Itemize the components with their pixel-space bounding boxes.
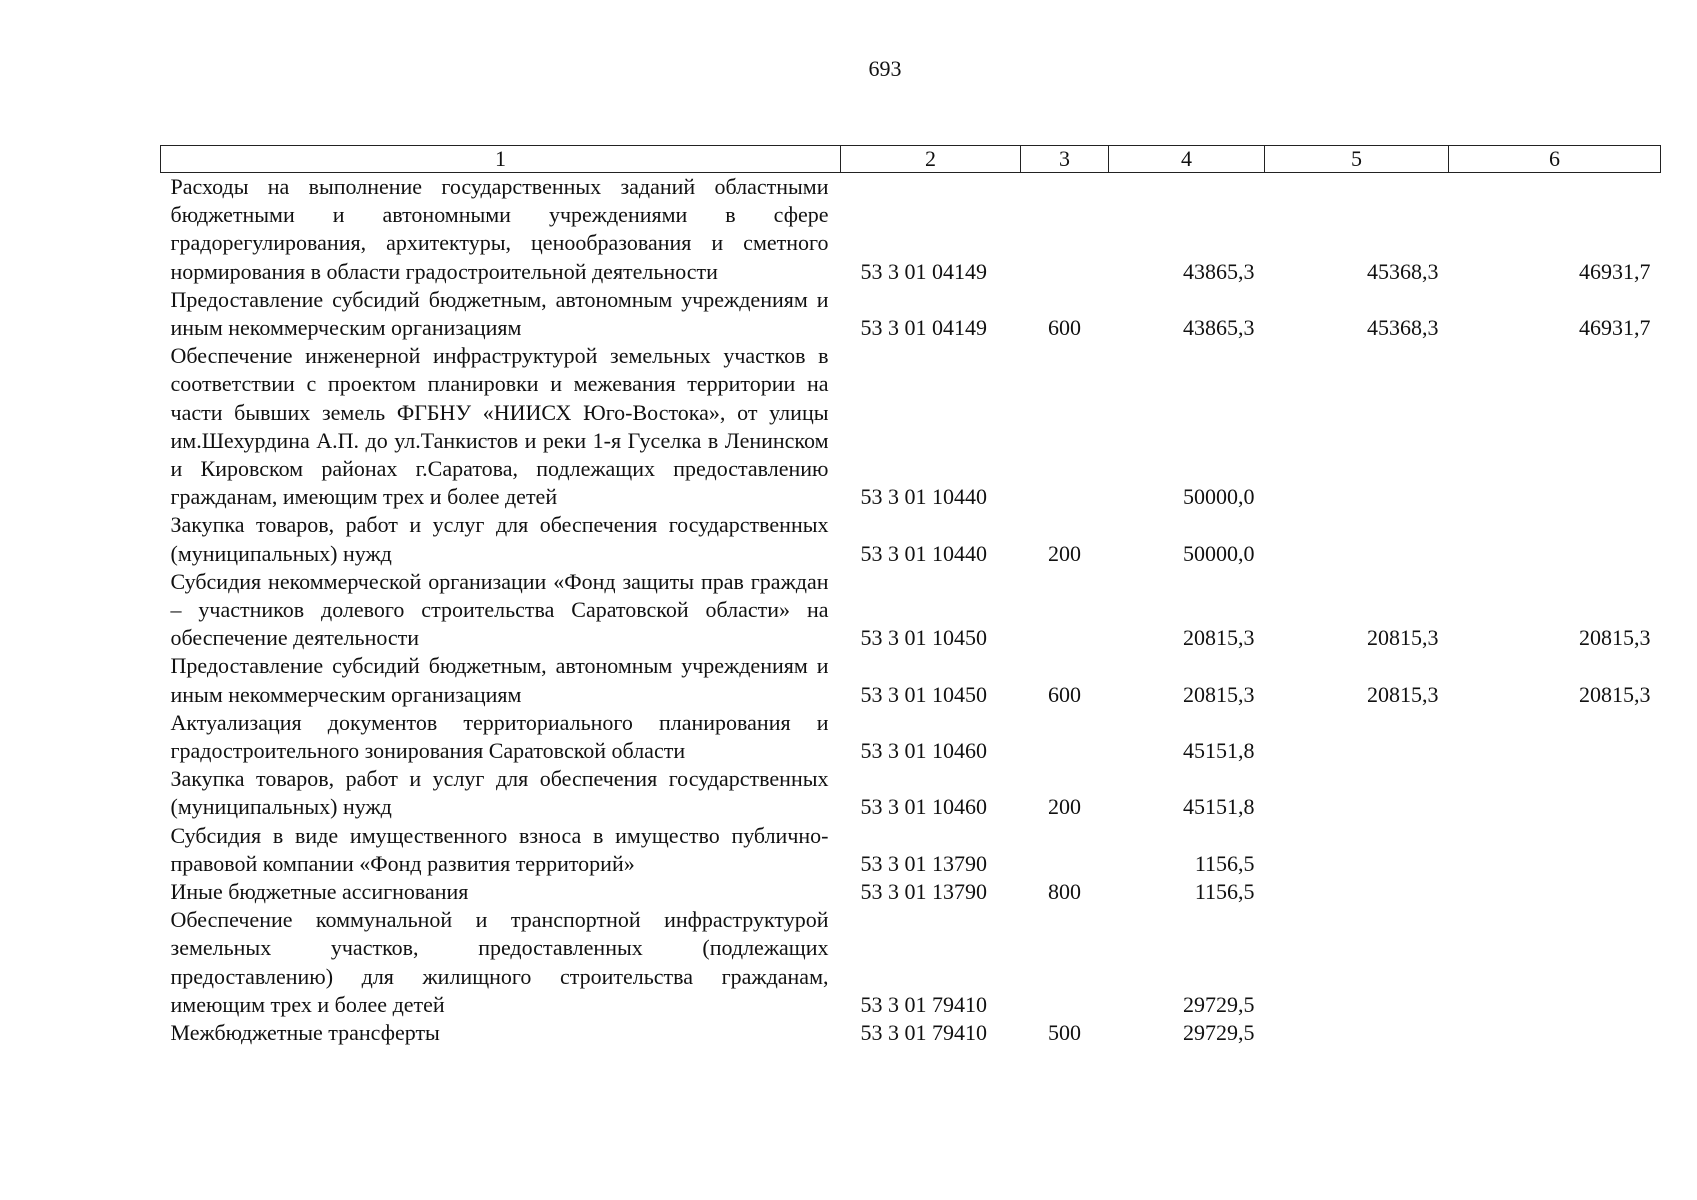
expense-type-code: 500 bbox=[1048, 1020, 1081, 1046]
expense-name: Закупка товаров, работ и услуг для обеспечения государственных (муниципальных) нужд bbox=[170, 766, 829, 820]
amount-col-4: 43865,3 bbox=[1183, 315, 1255, 341]
amount-col-4: 20815,3 bbox=[1183, 625, 1255, 651]
target-article-code: 53 3 01 13790 bbox=[860, 850, 987, 876]
amount-col-5 bbox=[1265, 511, 1449, 567]
expense-name: Обеспечение коммунальной и транспортной инфраструктурой земельных участков, предоставленных (подлежащих предоставлению) для жилищного строительства гражданам, имеющим трех и более детей bbox=[170, 907, 829, 1017]
amount-col-5 bbox=[1265, 709, 1449, 765]
table-row bbox=[161, 1019, 1661, 1047]
target-article-code: 53 3 01 79410 bbox=[860, 1020, 987, 1046]
amount-col-6 bbox=[1449, 1019, 1661, 1047]
table-row bbox=[161, 822, 1661, 878]
amount-col-5 bbox=[1265, 906, 1449, 1019]
amount-col-5: 20815,3 bbox=[1367, 681, 1439, 707]
expense-type-code: 200 bbox=[1048, 540, 1081, 566]
amount-col-6: 46931,7 bbox=[1579, 315, 1651, 341]
target-article-code: 53 3 01 13790 bbox=[860, 879, 987, 905]
table-row bbox=[161, 568, 1661, 653]
expense-name: Субсидия некоммерческой организации «Фонд защиты прав граждан – участников долевого строительства Саратовской области» на обеспечение деятельности bbox=[170, 568, 829, 651]
target-article-code: 53 3 01 10450 bbox=[860, 625, 987, 651]
expense-name: Расходы на выполнение государственных заданий областными бюджетными и автономными учреждениями в сфере градорегулирования, архитектуры, ценообразования и сметного нормирования в области градостроительной деятельности bbox=[170, 174, 829, 284]
expense-name: Актуализация документов территориального планирования и градостроительного зонирования Саратовской области bbox=[170, 709, 829, 764]
amount-col-5 bbox=[1265, 342, 1449, 511]
header-row bbox=[161, 146, 1661, 173]
expense-name: Межбюджетные трансферты bbox=[170, 1020, 440, 1046]
expense-type-code bbox=[1021, 906, 1109, 1019]
target-article-code: 53 3 01 10460 bbox=[860, 738, 987, 764]
page-number: 693 bbox=[868, 56, 902, 81]
target-article-code: 53 3 01 10450 bbox=[860, 681, 987, 707]
expense-name: Субсидия в виде имущественного взноса в имущество публично-правовой компании «Фонд развития территорий» bbox=[170, 822, 829, 876]
target-article-code: 53 3 01 10440 bbox=[860, 484, 987, 510]
target-article-code: 53 3 01 04149 bbox=[860, 258, 987, 284]
amount-col-4: 50000,0 bbox=[1183, 484, 1255, 510]
column-header-2: 2 bbox=[841, 146, 1021, 173]
table-row bbox=[161, 878, 1661, 906]
expense-type-code bbox=[1021, 342, 1109, 511]
expense-type-code: 800 bbox=[1048, 879, 1081, 905]
amount-col-4: 1156,5 bbox=[1194, 850, 1255, 876]
amount-col-5 bbox=[1265, 765, 1449, 821]
expense-name: Обеспечение инженерной инфраструктурой земельных участков в соответствии с проектом планировки и межевания территории на части бывших земель ФГБНУ «НИИСХ Юго-Востока», от улицы им.Шехурдина А.П. до ул.Танкистов и реки 1-я Гуселка в Ленинском и Кировском районах г.Саратова, подлежащих предоставлению гражданам, имеющим трех и более детей bbox=[170, 343, 829, 510]
amount-col-6: 20815,3 bbox=[1579, 625, 1651, 651]
column-header-1: 1 bbox=[161, 146, 841, 173]
table-row bbox=[161, 511, 1661, 567]
amount-col-5: 45368,3 bbox=[1367, 258, 1439, 284]
expense-type-code bbox=[1021, 822, 1109, 878]
budget-table bbox=[160, 145, 1661, 1047]
column-header-5: 5 bbox=[1265, 146, 1449, 173]
expense-type-code bbox=[1021, 568, 1109, 653]
amount-col-6 bbox=[1449, 878, 1661, 906]
target-article-code: 53 3 01 04149 bbox=[860, 315, 987, 341]
amount-col-4: 1156,5 bbox=[1194, 879, 1255, 905]
target-article-code: 53 3 01 10440 bbox=[860, 540, 987, 566]
table-row bbox=[161, 765, 1661, 821]
expense-name: Предоставление субсидий бюджетным, автономным учреждениям и иным некоммерческим организациям bbox=[170, 653, 829, 707]
table-row bbox=[161, 652, 1661, 708]
amount-col-5 bbox=[1265, 822, 1449, 878]
expense-name: Закупка товаров, работ и услуг для обеспечения государственных (муниципальных) нужд bbox=[170, 512, 829, 566]
amount-col-6: 20815,3 bbox=[1579, 681, 1651, 707]
amount-col-6 bbox=[1449, 342, 1661, 511]
expense-name: Предоставление субсидий бюджетным, автономным учреждениям и иным некоммерческим организациям bbox=[170, 286, 829, 341]
target-article-code: 53 3 01 10460 bbox=[860, 794, 987, 820]
amount-col-5 bbox=[1265, 878, 1449, 906]
expense-type-code: 600 bbox=[1048, 681, 1081, 707]
amount-col-5 bbox=[1265, 1019, 1449, 1047]
table-header bbox=[161, 146, 1661, 173]
column-header-4: 4 bbox=[1109, 146, 1265, 173]
expense-type-code bbox=[1021, 709, 1109, 765]
table-row bbox=[161, 906, 1661, 1019]
table-row bbox=[161, 709, 1661, 765]
amount-col-5: 20815,3 bbox=[1367, 625, 1439, 651]
amount-col-6: 46931,7 bbox=[1579, 258, 1651, 284]
amount-col-4: 45151,8 bbox=[1183, 738, 1255, 764]
target-article-code: 53 3 01 79410 bbox=[860, 991, 987, 1017]
amount-col-4: 43865,3 bbox=[1183, 258, 1255, 284]
amount-col-4: 29729,5 bbox=[1183, 1020, 1255, 1046]
amount-col-6 bbox=[1449, 906, 1661, 1019]
expense-type-code: 200 bbox=[1048, 794, 1081, 820]
table-body bbox=[161, 173, 1661, 1048]
amount-col-6 bbox=[1449, 511, 1661, 567]
amount-col-4: 29729,5 bbox=[1183, 991, 1255, 1017]
amount-col-6 bbox=[1449, 709, 1661, 765]
column-header-6: 6 bbox=[1449, 146, 1661, 173]
table-row bbox=[161, 173, 1661, 286]
amount-col-4: 45151,8 bbox=[1183, 794, 1255, 820]
expense-type-code: 600 bbox=[1048, 315, 1081, 341]
table-row bbox=[161, 342, 1661, 511]
amount-col-6 bbox=[1449, 765, 1661, 821]
column-header-3: 3 bbox=[1021, 146, 1109, 173]
amount-col-4: 50000,0 bbox=[1183, 540, 1255, 566]
expense-name: Иные бюджетные ассигнования bbox=[170, 879, 469, 905]
amount-col-6 bbox=[1449, 822, 1661, 878]
amount-col-4: 20815,3 bbox=[1183, 681, 1255, 707]
table-row bbox=[161, 286, 1661, 342]
amount-col-5: 45368,3 bbox=[1367, 315, 1439, 341]
expense-type-code bbox=[1021, 173, 1109, 286]
